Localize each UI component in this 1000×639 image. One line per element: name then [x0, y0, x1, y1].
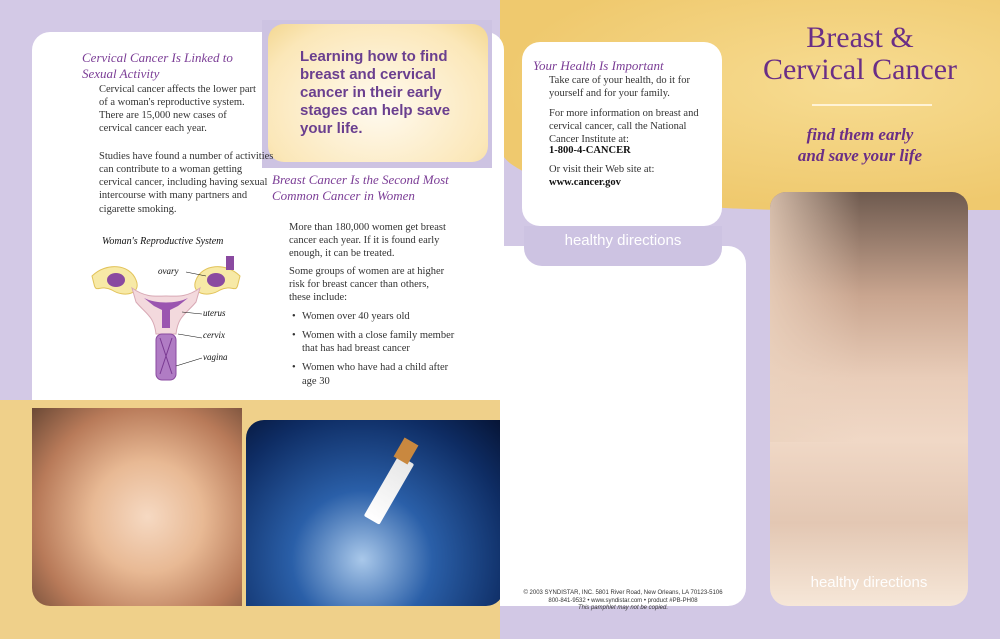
label-uterus: uterus: [203, 308, 226, 318]
list-item: • Women who have had a child after age 30: [302, 361, 460, 387]
footer-line-2: 800-841-9532 • www.syndistar.com • product #PB-PH08: [548, 597, 698, 604]
cervical-paragraph-1: Cervical cancer affects the lower part of a woman's reproductive system. There are 15,000 new cases of cervical cancer each year.: [99, 84, 256, 135]
health-paragraph-2: For more information on breast and cervical cancer, call the National Cancer Institute at:: [549, 108, 699, 146]
label-cervix: cervix: [203, 330, 225, 340]
health-paragraph-1: Take care of your health, do it for yourself and for your family.: [549, 75, 690, 100]
footer-line-3: This pamphlet may not be copied.: [577, 605, 669, 611]
back-panel: [500, 246, 746, 606]
subtitle-line-1: find them early: [806, 125, 914, 144]
callout-text: Learning how to find breast and cervical cancer in their early stages can help save your life.: [300, 48, 451, 137]
breast-heading: Breast Cancer Is the Second Most Common Cancer in Women: [272, 172, 449, 204]
website-url: www.cancer.gov: [549, 177, 621, 188]
brand-text-cover: healthy directions: [810, 574, 928, 591]
label-ovary: ovary: [158, 266, 179, 276]
list-item: • Women over 40 years old: [302, 310, 460, 323]
mother-baby-photo: [32, 408, 242, 606]
left-ovary: [107, 273, 125, 287]
risk-list: [290, 310, 460, 394]
label-vagina: vagina: [203, 352, 228, 362]
breast-paragraph-2: Some groups of women are at higher risk for breast cancer than others, these include:: [289, 266, 445, 304]
health-heading: Your Health Is Important: [533, 58, 664, 73]
brand-text-middle: healthy directions: [564, 232, 682, 249]
cervical-paragraph-2: Studies have found a number of activities can contribute to a woman getting cervical cancer, including having sexual intercourse with many partners and cigarette smoking.: [99, 151, 274, 215]
cover-subtitle: [760, 124, 960, 167]
title-line-1: Breast &: [806, 21, 914, 54]
cover-photo-highlight: [770, 192, 860, 442]
subtitle-line-2: and save your life: [797, 146, 923, 166]
title-line-2: Cervical Cancer: [762, 52, 958, 86]
health-paragraph-3: Or visit their Web site at:: [549, 164, 655, 175]
breast-paragraph-1: More than 180,000 women get breast cancer each year. If it is found early enough, it can be treated.: [289, 222, 446, 260]
right-ovary: [207, 273, 225, 287]
cervical-heading: Cervical Cancer Is Linked to Sexual Activity: [82, 50, 233, 81]
figure-title: Woman's Reproductive System: [102, 236, 224, 247]
phone-number: 1-800-4-CANCER: [549, 145, 631, 156]
footer-line-1: © 2003 SYNDISTAR, INC. 5801 River Road, New Orleans, LA 70123-5106: [523, 590, 723, 596]
list-item: • Women with a close family member that has had breast cancer: [302, 329, 460, 355]
copyright-footer: [500, 590, 746, 613]
cover-title: [740, 22, 980, 85]
title-divider: [812, 104, 932, 106]
